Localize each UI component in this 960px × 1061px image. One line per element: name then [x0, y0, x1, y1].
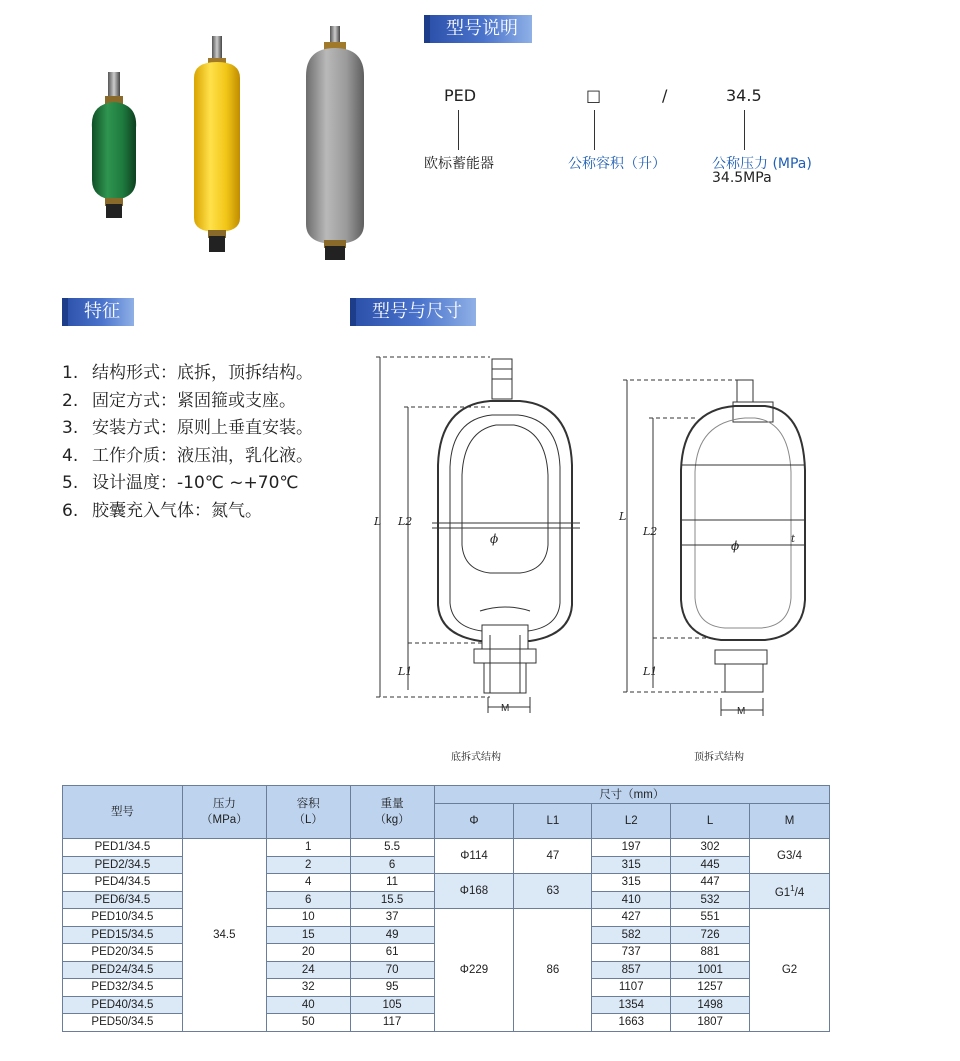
cell-weight: 117 — [350, 1014, 434, 1032]
feature-item: 2. 固定方式：紧固箍或支座。 — [62, 390, 296, 411]
cell-l2: 197 — [592, 839, 671, 857]
dim-label-L1: L1 — [398, 665, 413, 678]
cell-l: 445 — [671, 856, 750, 874]
dim-label-L2: L2 — [398, 515, 413, 528]
cell-volume: 24 — [266, 961, 350, 979]
caption-top-disassembly: 顶拆式结构 — [694, 752, 744, 763]
cell-l: 1001 — [671, 961, 750, 979]
cell-model: PED50/34.5 — [63, 1014, 183, 1032]
model-separator: / — [662, 86, 668, 105]
cell-pressure: 34.5 — [182, 839, 266, 1032]
cell-l2: 427 — [592, 909, 671, 927]
cell-weight: 5.5 — [350, 839, 434, 857]
cell-l2: 1663 — [592, 1014, 671, 1032]
diagram-top-disassembly — [615, 370, 825, 720]
cell-model: PED1/34.5 — [63, 839, 183, 857]
cell-weight: 70 — [350, 961, 434, 979]
cell-volume: 20 — [266, 944, 350, 962]
model-line-3 — [744, 110, 745, 150]
header-weight: 重量 （kg） — [350, 786, 434, 839]
cell-l1: 47 — [514, 839, 592, 874]
header-l: L — [671, 804, 750, 839]
dimensions-title: 型号与尺寸 — [350, 298, 476, 326]
cell-weight: 6 — [350, 856, 434, 874]
cell-l: 726 — [671, 926, 750, 944]
cell-m: G3/4 — [750, 839, 830, 874]
cell-model: PED2/34.5 — [63, 856, 183, 874]
header-volume: 容积 （L） — [266, 786, 350, 839]
model-section-title: 型号说明 — [424, 15, 532, 43]
cell-l: 532 — [671, 891, 750, 909]
cell-model: PED32/34.5 — [63, 979, 183, 997]
cell-phi: Φ168 — [434, 874, 514, 909]
cell-weight: 49 — [350, 926, 434, 944]
dim-label-t: t — [791, 534, 796, 545]
cell-l2: 1107 — [592, 979, 671, 997]
cell-l: 447 — [671, 874, 750, 892]
cell-weight: 37 — [350, 909, 434, 927]
table-row — [63, 874, 830, 892]
feature-item: 6. 胶囊充入气体：氮气。 — [62, 500, 262, 521]
cell-l: 302 — [671, 839, 750, 857]
model-label-pressure: 公称压力 (MPa) — [712, 156, 812, 172]
cell-l: 551 — [671, 909, 750, 927]
cell-volume: 2 — [266, 856, 350, 874]
model-label-series: 欧标蓄能器 — [424, 156, 494, 172]
cell-phi: Φ114 — [434, 839, 514, 874]
model-line-2 — [594, 110, 595, 150]
cell-l1: 86 — [514, 909, 592, 1032]
cell-volume: 32 — [266, 979, 350, 997]
cell-l1: 63 — [514, 874, 592, 909]
table-row — [63, 839, 830, 857]
features-title: 特征 — [62, 298, 134, 326]
dim-label-M: M — [501, 703, 510, 714]
header-m: M — [750, 804, 830, 839]
cell-l: 1498 — [671, 996, 750, 1014]
model-code-series: PED — [444, 86, 477, 105]
cell-m: $G1^1/4$ — [750, 874, 830, 909]
cell-model: PED20/34.5 — [63, 944, 183, 962]
diagram-bottom-disassembly — [370, 345, 580, 720]
caption-bottom-disassembly: 底拆式结构 — [451, 752, 501, 763]
cell-volume: 15 — [266, 926, 350, 944]
feature-item: 3. 安装方式：原则上垂直安装。 — [62, 418, 313, 438]
feature-item: 5. 设计温度：-10℃ ~+70℃ — [62, 473, 299, 493]
header-dimensions: 尺寸（mm） — [434, 786, 829, 804]
cell-m: G2 — [750, 909, 830, 1032]
cell-model: PED6/34.5 — [63, 891, 183, 909]
cell-volume: 10 — [266, 909, 350, 927]
header-pressure: 压力 （MPa） — [182, 786, 266, 839]
cell-weight: 11 — [350, 874, 434, 892]
cell-model: PED15/34.5 — [63, 926, 183, 944]
model-code-volume: □ — [586, 86, 602, 105]
cell-volume: 4 — [266, 874, 350, 892]
dim-label-L: L — [619, 510, 627, 523]
cell-weight: 105 — [350, 996, 434, 1014]
header-model: 型号 — [63, 786, 183, 839]
features-list — [62, 360, 313, 525]
cell-model: PED4/34.5 — [63, 874, 183, 892]
yellow-accumulator — [194, 36, 240, 252]
spec-table — [62, 785, 830, 1032]
dim-label-M: M — [737, 706, 746, 717]
cell-l2: 737 — [592, 944, 671, 962]
cell-volume: 40 — [266, 996, 350, 1014]
cell-weight: 61 — [350, 944, 434, 962]
header-l1: L1 — [514, 804, 592, 839]
cell-l2: 582 — [592, 926, 671, 944]
feature-item: 4. 工作介质：液压油，乳化液。 — [62, 445, 313, 466]
cell-weight: 95 — [350, 979, 434, 997]
cell-l2: 857 — [592, 961, 671, 979]
feature-item: 1. 结构形式：底拆，顶拆结构。 — [62, 363, 313, 383]
cell-l: 1257 — [671, 979, 750, 997]
cell-model: PED24/34.5 — [63, 961, 183, 979]
cell-phi: Φ229 — [434, 909, 514, 1032]
model-line-1 — [458, 110, 459, 150]
cell-model: PED40/34.5 — [63, 996, 183, 1014]
dim-label-L: L — [374, 515, 382, 528]
dim-label-phi: ϕ — [490, 532, 499, 546]
header-l2: L2 — [592, 804, 671, 839]
cell-weight: 15.5 — [350, 891, 434, 909]
cell-l2: 315 — [592, 874, 671, 892]
green-accumulator — [92, 72, 136, 218]
cell-l: 881 — [671, 944, 750, 962]
cell-volume: 50 — [266, 1014, 350, 1032]
cell-l2: 1354 — [592, 996, 671, 1014]
cell-l2: 410 — [592, 891, 671, 909]
model-pressure-value: 34.5MPa — [712, 170, 772, 186]
cell-volume: 6 — [266, 891, 350, 909]
cell-l2: 315 — [592, 856, 671, 874]
header-phi: Φ — [434, 804, 514, 839]
cell-l: 1807 — [671, 1014, 750, 1032]
grey-accumulator — [306, 26, 364, 260]
dim-label-phi: ϕ — [731, 539, 740, 553]
product-photos — [70, 18, 390, 268]
dim-label-L2: L2 — [643, 525, 658, 538]
model-label-volume: 公称容积（升） — [568, 156, 666, 172]
model-code-pressure: 34.5 — [726, 86, 762, 105]
dim-label-L1: L1 — [643, 665, 658, 678]
table-row — [63, 909, 830, 927]
cell-model: PED10/34.5 — [63, 909, 183, 927]
cell-volume: 1 — [266, 839, 350, 857]
